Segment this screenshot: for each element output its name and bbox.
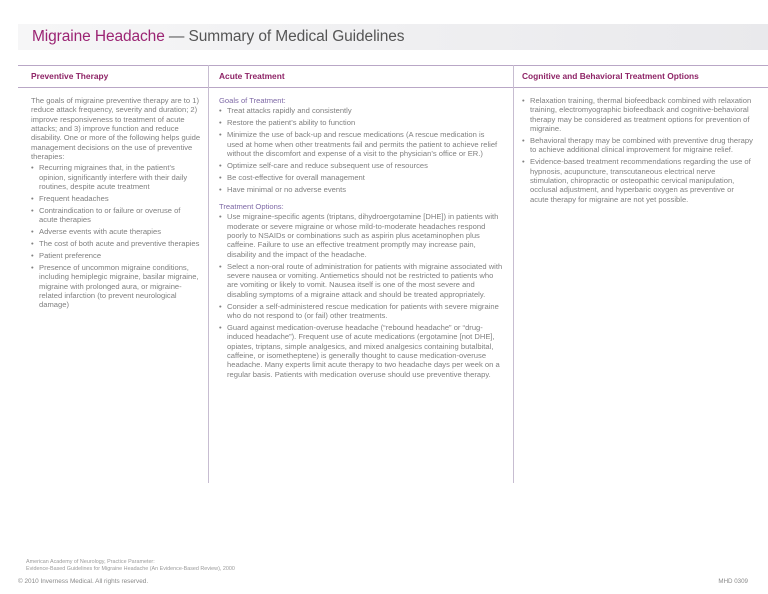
list-item: • Frequent headaches — [31, 194, 109, 204]
preventive-column — [31, 96, 201, 312]
list-item: • Guard against medication-overuse headache (“rebound headache” or “drug-induced headache”). Frequent use of acute medications (ergotamine [not DHE], opiates, triptans, simple analgesics, and mixed analgesics containing butalbital, caffeine, or isometheptene) is generally thought to cause medication-overuse headache. Many experts limit acute therapy to two headache days per week on a regular basis. Patients with medication overuse should use preventive therapy. — [219, 322, 500, 379]
list-item: • Have minimal or no adverse events — [219, 184, 347, 194]
list-item: • Recurring migraines that, in the patient’s opinion, significantly interfere with their daily routines, despite acute treatment — [31, 163, 188, 192]
citation — [26, 559, 235, 572]
options-list — [219, 212, 503, 379]
list-item: • Be cost-effective for overall management — [219, 172, 365, 182]
column-divider-1 — [208, 65, 209, 483]
citation-line-2: Evidence-Based Guidelines for Migraine Headache (An Evidence-Based Review), 2000 — [26, 565, 235, 572]
cognitive-list — [522, 96, 754, 204]
list-item: • Evidence-based treatment recommendations regarding the use of hypnosis, acupuncture, transcutaneous electrical nerve stimulation, chiropractic or osteopathic cervical manipulation, occlusal adjustment, and hyperbaric oxygen as preventive or acute therapy for migraine are not yet possible. — [522, 157, 751, 204]
list-item: • Consider a self-administered rescue medication for patients with severe migraine who do not respond to (or fail) other treatments. — [219, 301, 499, 321]
acute-column — [219, 96, 503, 382]
goals-list — [219, 106, 503, 194]
copyright: © 2010 Inverness Medical. All rights reserved. — [18, 578, 149, 585]
list-item: • The cost of both acute and preventive therapies — [31, 239, 200, 249]
page-title — [32, 28, 404, 46]
list-item: • Treat attacks rapidly and consistently — [219, 106, 352, 116]
title-rest: — Summary of Medical Guidelines — [164, 28, 405, 45]
heading-acute: Acute Treatment — [219, 71, 285, 81]
list-item: • Adverse events with acute therapies — [31, 227, 161, 237]
title-bar — [18, 24, 768, 50]
header-rule — [18, 87, 768, 88]
preventive-intro: The goals of migraine preventive therapy are to 1) reduce attack frequency, severity and duration; 2) improve responsiveness to treatment of acute attacks; and 3) improve function and reduce disability. One or more of the following helps guide management decisions on the use of preventive therapies: — [31, 96, 201, 162]
list-item: • Contraindication to or failure or overuse of acute therapies — [31, 205, 181, 225]
top-rule — [18, 65, 768, 66]
list-item: • Relaxation training, thermal biofeedback combined with relaxation training, electromyographic biofeedback and cognitive-behavioral therapy may be considered as treatment options for prevention of migraine. — [522, 96, 752, 134]
list-item: • Presence of uncommon migraine conditions, including hemiplegic migraine, basilar migraine, migraine with prolonged aura, or migraine-related infarction (to prevent neurological damage) — [31, 263, 199, 310]
list-item: • Behavioral therapy may be combined with preventive drug therapy to achieve additional clinical improvement for migraine relief. — [522, 135, 753, 155]
list-item: • Optimize self-care and reduce subsequent use of resources — [219, 160, 428, 170]
list-item: • Use migraine-specific agents (triptans, dihydroergotamine [DHE]) in patients with moderate or severe migraine or whose mild-to-moderate headaches respond poorly to NSAIDs or combinations such as aspirin plus acetaminophen plus caffeine. Failure to use an effective treatment promptly may increase pain, disability and the impact of the headache. — [219, 212, 499, 259]
goals-label: Goals of Treatment: — [219, 96, 286, 105]
column-divider-2 — [513, 65, 514, 483]
title-accent: Migraine Headache — [32, 28, 165, 45]
list-item: • Minimize the use of back-up and rescue medications (A rescue medication is used at home when other treatments fail and permits the patient to achieve relief without the discomfort and expense of a visit to the physician’s office or ER.) — [219, 130, 498, 158]
heading-preventive: Preventive Therapy — [31, 71, 109, 81]
cognitive-column — [522, 96, 754, 207]
list-item: • Patient preference — [31, 251, 102, 261]
options-label: Treatment Options: — [219, 202, 284, 212]
list-item: • Select a non-oral route of administration for patients with migraine associated with severe nausea or vomiting. Antiemetics should not be restricted to patients who are vomiting or likely to vomit. Nausea itself is one of the most severe and disabling symptoms of a migraine attack and should be treated appropriately. — [219, 261, 503, 299]
document-code: MHD 0309 — [718, 578, 748, 585]
heading-cognitive: Cognitive and Behavioral Treatment Options — [522, 71, 699, 81]
citation-line-1: American Academy of Neurology, Practice Parameter: — [26, 559, 155, 565]
preventive-list — [31, 163, 201, 309]
list-item: • Restore the patient’s ability to function — [219, 118, 356, 128]
